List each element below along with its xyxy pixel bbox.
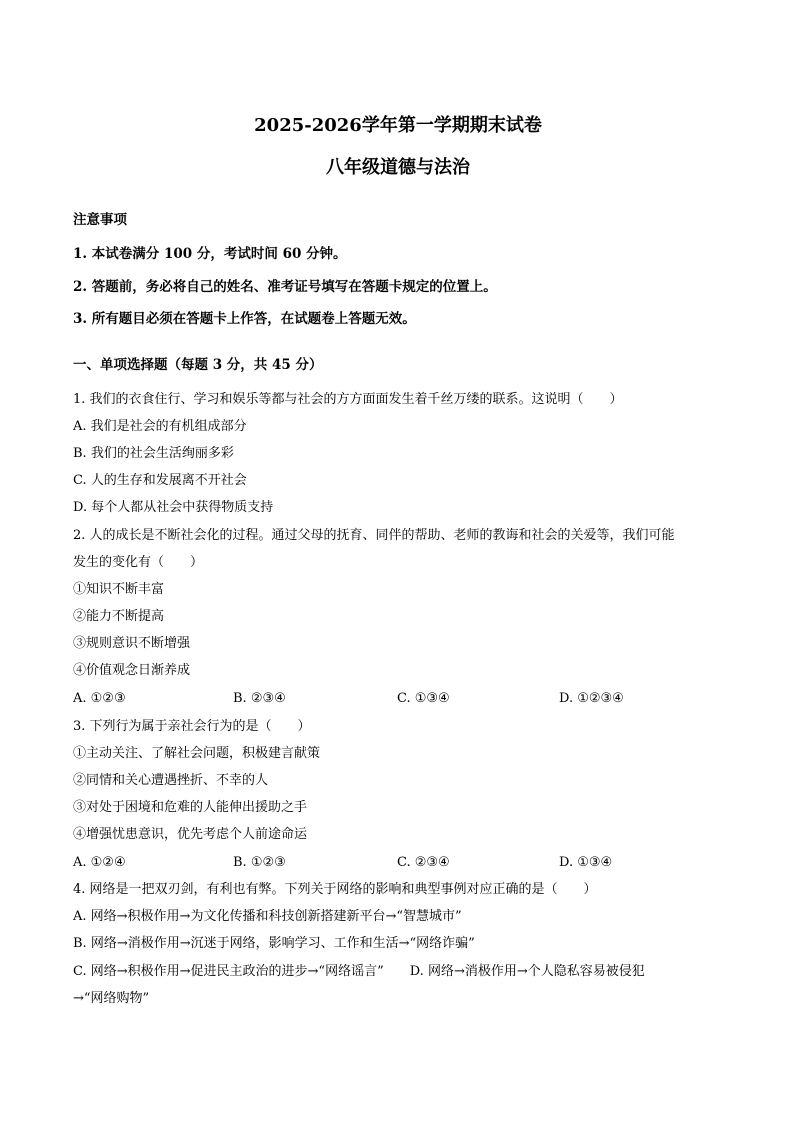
answer-option-c: C. ②③④ [397, 855, 450, 870]
answer-option-b: B. ②③④ [233, 691, 286, 706]
statement-item: ②同情和关心遭遇挫折、不幸的人 [73, 773, 269, 788]
notice-heading: 注意事项 [73, 212, 127, 228]
question-stem: 4. 网络是一把双刃剑，有利也有弊。下列关于网络的影响和典型事例对应正确的是（ ） [73, 882, 597, 897]
answer-option-b: B. ①②③ [233, 855, 286, 870]
answer-option-continued: →“网络购物” [73, 991, 150, 1006]
statement-item: ③规则意识不断增强 [73, 636, 191, 651]
section-heading: 一、单项选择题（每题 3 分，共 45 分） [73, 357, 323, 373]
answer-option: D. 每个人都从社会中获得物质支持 [73, 500, 274, 515]
answer-option: C. 网络→积极作用→促进民主政治的进步→“网络谣言” D. 网络→消极作用→个人隐私容易被侵犯 [73, 964, 645, 979]
statement-item: ③对处于困境和危难的人能伸出援助之手 [73, 800, 308, 815]
exam-subtitle: 八年级道德与法治 [326, 157, 470, 178]
answer-options-row [73, 689, 723, 709]
statement-item: ④增强忧患意识，优先考虑个人前途命运 [73, 827, 308, 842]
exam-page [73, 0, 723, 1123]
answer-options-row [73, 853, 723, 873]
answer-option-d: D. ①③④ [559, 855, 613, 870]
statement-item: ②能力不断提高 [73, 609, 165, 624]
answer-option: C. 人的生存和发展离不开社会 [73, 473, 247, 488]
question-stem: 2. 人的成长是不断社会化的过程。通过父母的抚育、同伴的帮助、老师的教诲和社会的关爱等，我们可能 [73, 528, 675, 543]
question-stem: 1. 我们的衣食住行、学习和娱乐等都与社会的方方面面发生着千丝万缕的联系。这说明（ ） [73, 392, 623, 407]
answer-option: A. 网络→积极作用→为文化传播和科技创新搭建新平台→“智慧城市” [73, 909, 462, 924]
answer-option: B. 我们的社会生活绚丽多彩 [73, 446, 234, 461]
statement-item: ①知识不断丰富 [73, 582, 165, 597]
notice-item: 3. 所有题目必须在答题卡上作答，在试题卷上答题无效。 [73, 311, 416, 327]
statement-item: ①主动关注、了解社会问题，积极建言献策 [73, 746, 321, 761]
answer-option: B. 网络→消极作用→沉迷于网络，影响学习、工作和生活→“网络诈骗” [73, 936, 475, 951]
answer-option-d: D. ①②③④ [559, 691, 624, 706]
notice-item: 2. 答题前，务必将自己的姓名、准考证号填写在答题卡规定的位置上。 [73, 279, 497, 295]
exam-title: 2025-2026学年第一学期期末试卷 [254, 115, 542, 136]
answer-option: A. 我们是社会的有机组成部分 [73, 419, 247, 434]
answer-option-c: C. ①③④ [397, 691, 450, 706]
answer-option-a: A. ①②④ [73, 855, 126, 870]
notice-item: 1. 本试卷满分 100 分，考试时间 60 分钟。 [73, 246, 347, 262]
answer-option-a: A. ①②③ [73, 691, 126, 706]
question-stem-continued: 发生的变化有（ ） [73, 555, 204, 570]
question-stem: 3. 下列行为属于亲社会行为的是（ ） [73, 719, 311, 734]
statement-item: ④价值观念日渐养成 [73, 663, 191, 678]
